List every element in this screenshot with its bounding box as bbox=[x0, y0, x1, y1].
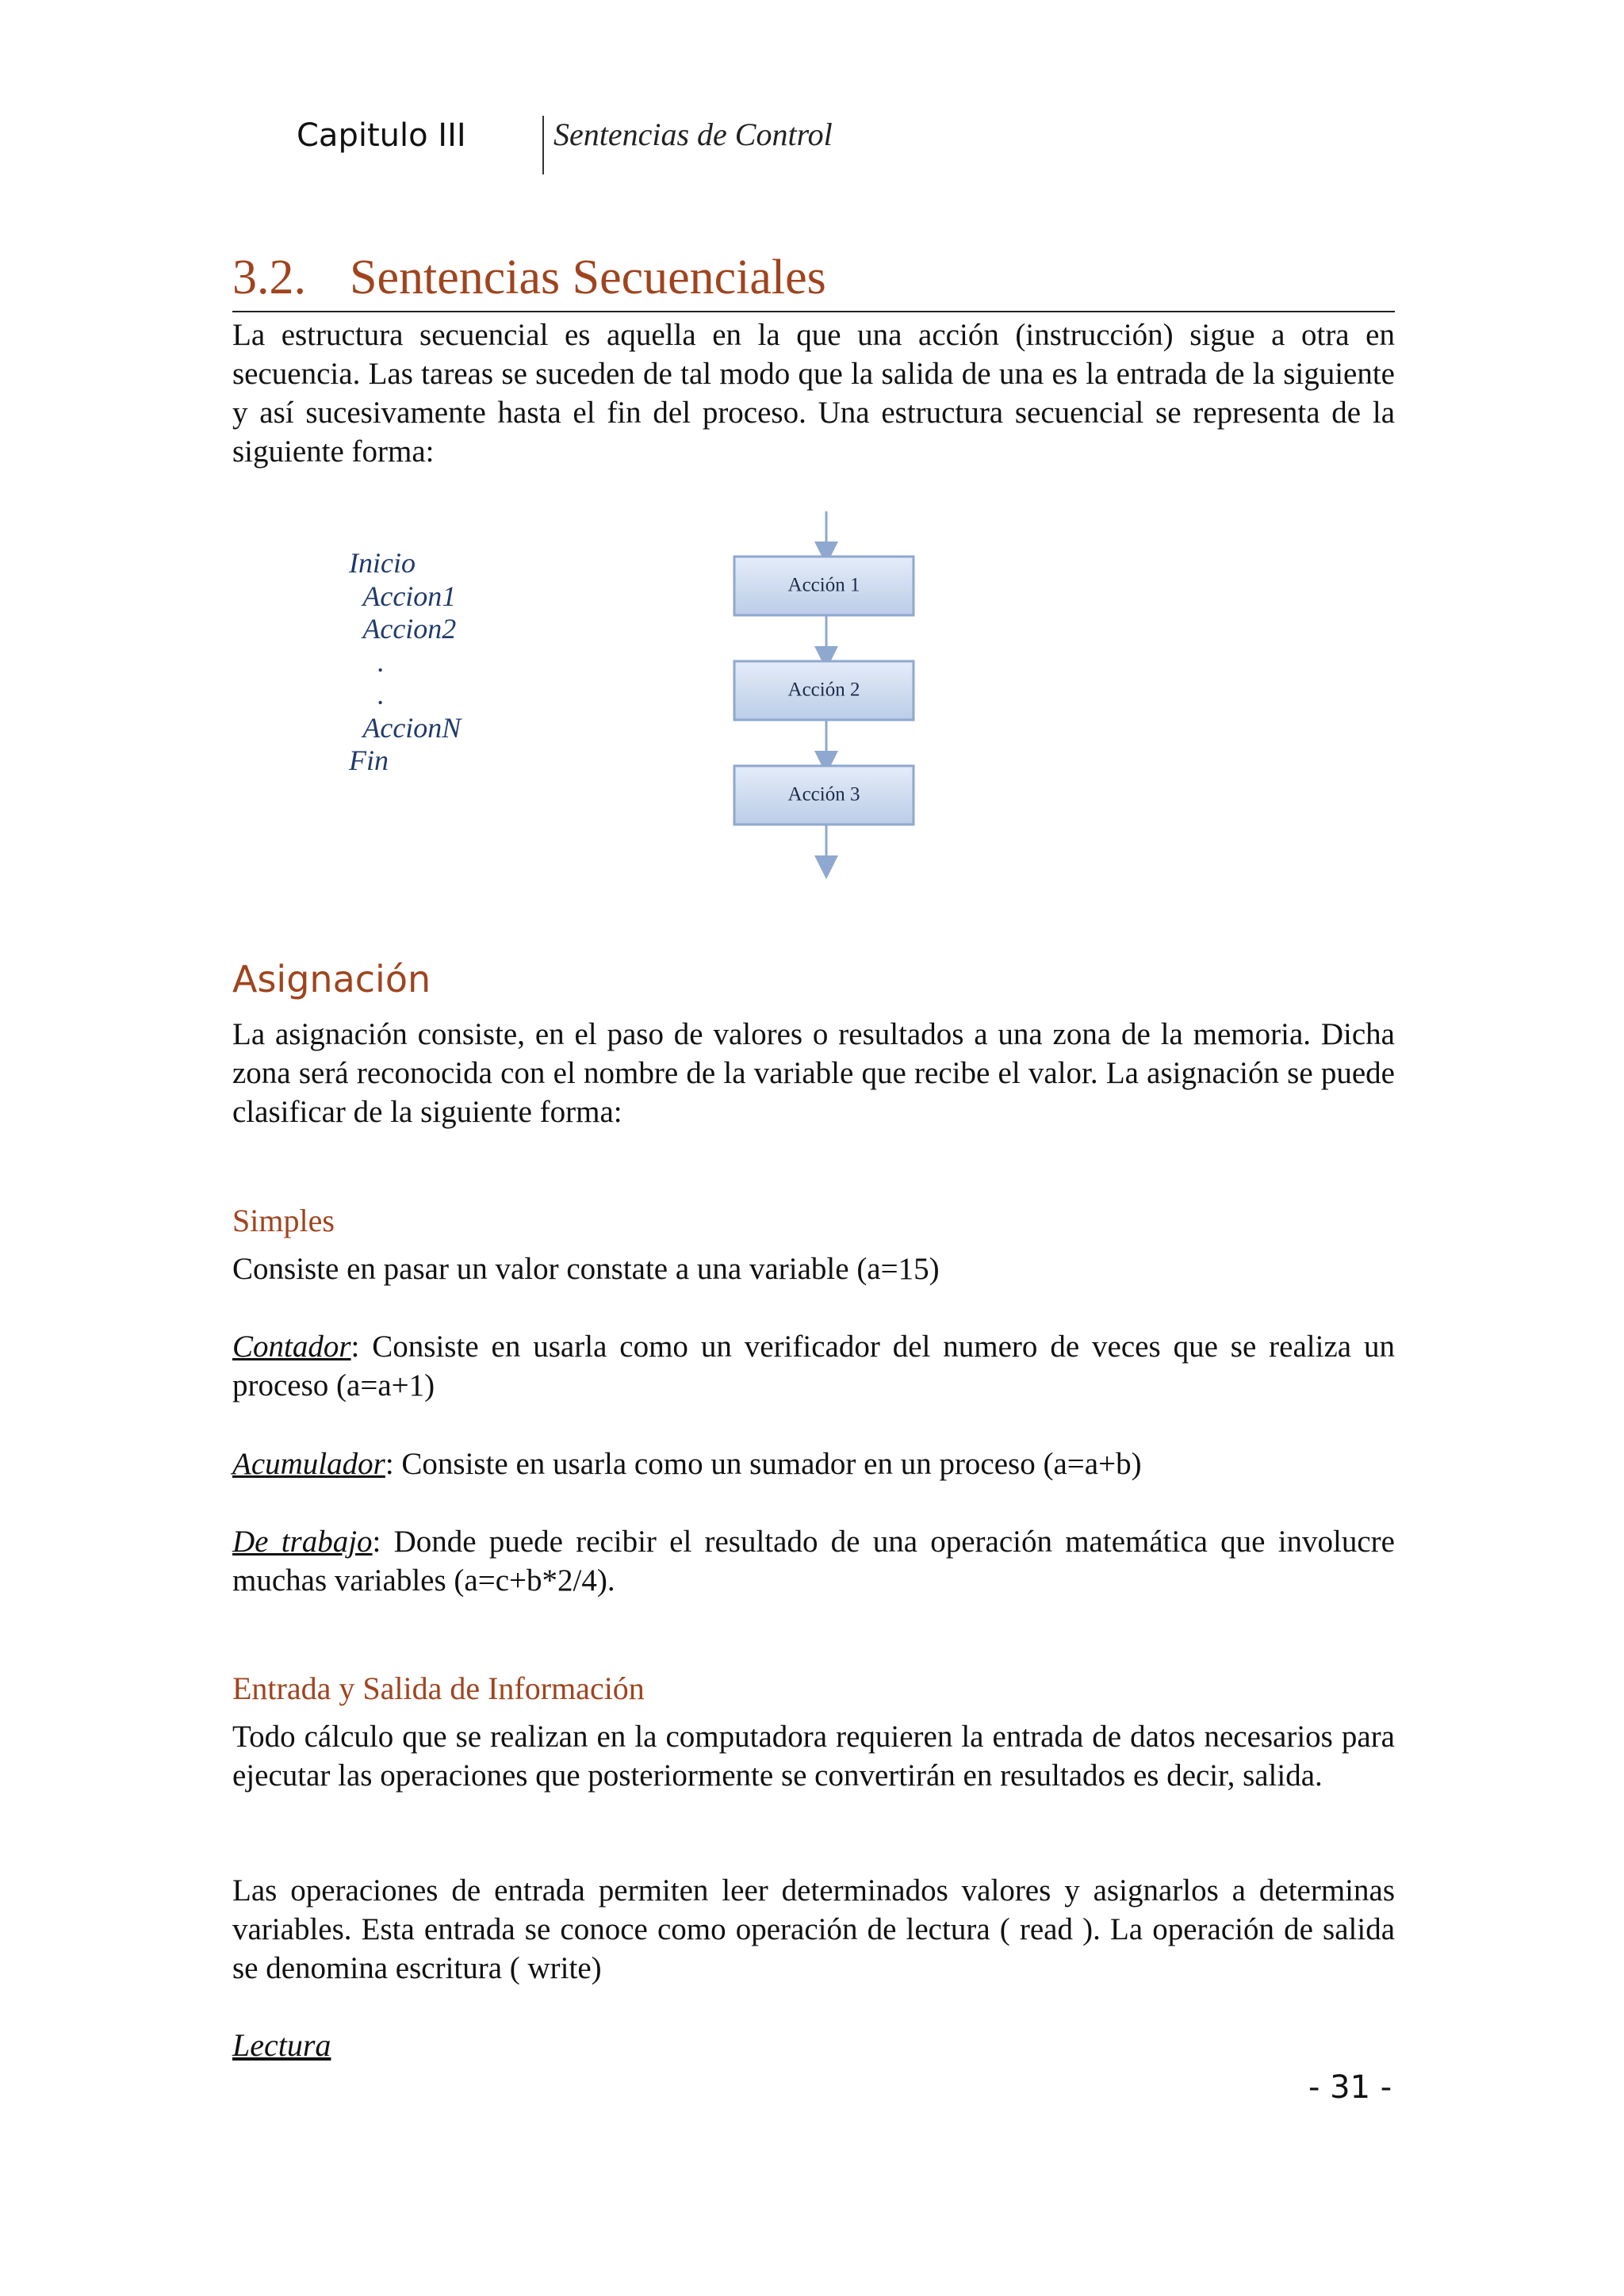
pseudocode-line: AccionN bbox=[349, 711, 462, 744]
flow-box-2-label: Acción 2 bbox=[787, 679, 860, 701]
pseudocode-line: Accion1 bbox=[349, 580, 457, 612]
section-number: 3.2. bbox=[232, 251, 306, 304]
acumulador-term: Acumulador bbox=[232, 1447, 385, 1481]
pseudocode-block bbox=[349, 547, 461, 778]
section-title: Sentencias Secuenciales bbox=[350, 251, 826, 304]
page-number: - 31 - bbox=[1308, 2069, 1392, 2106]
pseudocode-line: . bbox=[349, 645, 385, 678]
flow-box-1-label: Acción 1 bbox=[787, 574, 860, 596]
simples-text: Consiste en pasar un valor constate a una variable (a=15) bbox=[232, 1252, 940, 1286]
de-trabajo-text: : Donde puede recibir el resultado de una operación matemática que involucre muchas variables (a=c+b*2/4). bbox=[232, 1525, 1395, 1598]
pseudocode-line: Accion2 bbox=[349, 613, 457, 645]
contador-paragraph bbox=[232, 1327, 1395, 1405]
simples-heading: Simples bbox=[232, 1203, 335, 1238]
entrada-salida-text-2: Las operaciones de entrada permiten leer determinados valores y asignarlos a determinas variables. Esta entrada se conoce como operación de lectura ( read ). La operación de salida se denomina escritura ( write) bbox=[232, 1873, 1395, 1985]
asignacion-heading: Asignación bbox=[232, 958, 431, 1001]
entrada-salida-text-1: Todo cálculo que se realizan en la computadora requieren la entrada de datos necesarios para ejecutar las operaciones que posteriormente se convertirán en resultados es decir, salida. bbox=[232, 1720, 1395, 1793]
de-trabajo-paragraph bbox=[232, 1522, 1395, 1600]
entrada-salida-heading: Entrada y Salida de Información bbox=[232, 1670, 645, 1706]
pseudocode-line: . bbox=[349, 679, 385, 710]
header-chapter: Capitulo III bbox=[297, 117, 466, 154]
header-title: Sentencias de Control bbox=[553, 117, 833, 152]
sequential-flowchart bbox=[714, 507, 952, 880]
de-trabajo-term: De trabajo bbox=[232, 1525, 373, 1559]
pseudocode-line: Fin bbox=[349, 744, 389, 776]
asignacion-text: La asignación consiste, en el paso de valores o resultados a una zona de la memoria. Dicha zona será reconocida con el nombre de la variable que recibe el valor. La asignación se puede clasificar de la siguiente forma: bbox=[232, 1017, 1395, 1129]
acumulador-text: : Consiste en usarla como un sumador en un proceso (a=a+b) bbox=[385, 1447, 1142, 1481]
section-intro: La estructura secuencial es aquella en la que una acción (instrucción) sigue a otra en secuencia. Las tareas se suceden de tal modo que la salida de una es la entrada de la siguiente y así sucesivamente hasta el fin del proceso. Una estructura secuencial se representa de la siguiente forma: bbox=[232, 318, 1395, 469]
pseudocode-line: Inicio bbox=[349, 547, 416, 579]
contador-text: : Consiste en usarla como un verificador del numero de veces que se realiza un proceso (a=a+1) bbox=[232, 1330, 1395, 1402]
contador-term: Contador bbox=[232, 1330, 351, 1364]
flow-box-3-label: Acción 3 bbox=[787, 783, 860, 806]
acumulador-paragraph bbox=[232, 1445, 1395, 1483]
section-heading bbox=[232, 247, 1395, 312]
header-separator bbox=[542, 116, 544, 174]
lectura-heading: Lectura bbox=[232, 2027, 331, 2063]
